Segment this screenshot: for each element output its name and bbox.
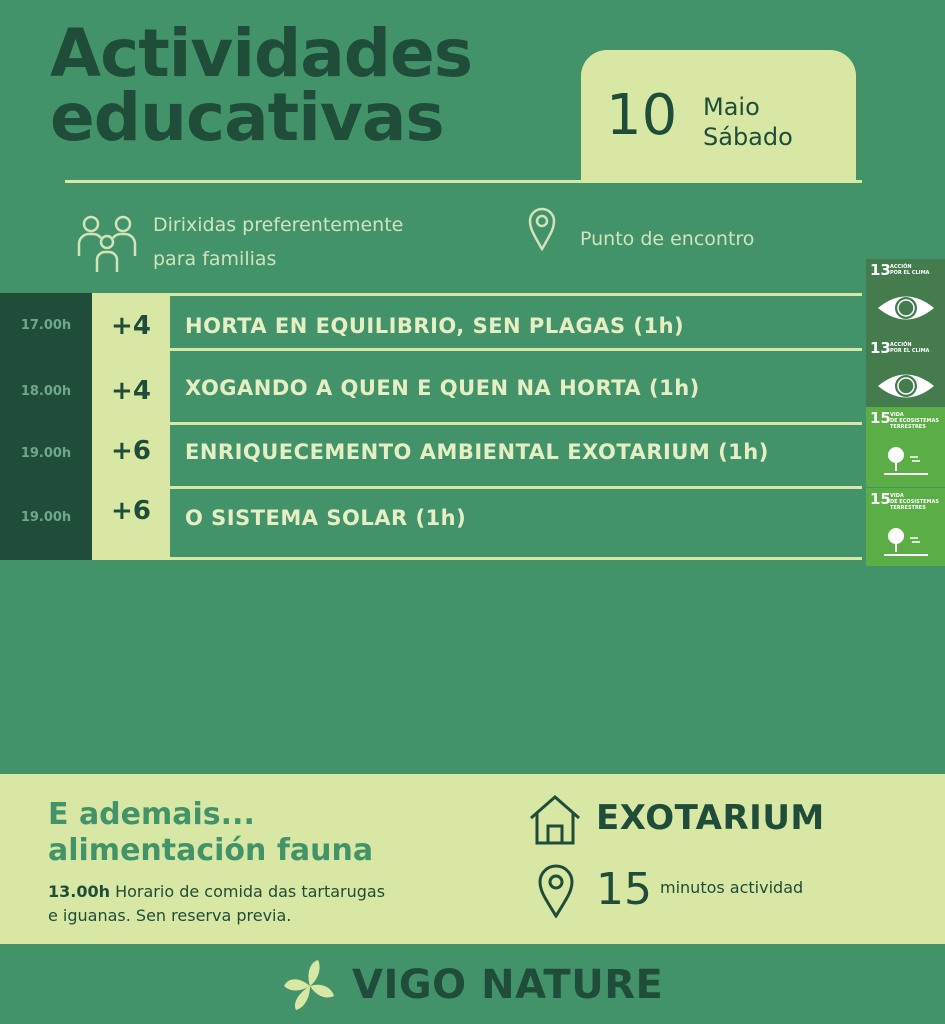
row-divider [170, 486, 862, 489]
row-divider [170, 348, 862, 351]
date-number: 10 [606, 83, 678, 148]
date-weekday: Sábado [703, 123, 793, 151]
house-icon [528, 794, 582, 850]
brand-name: VIGO NATURE [352, 962, 664, 1008]
sdg-15-life-on-land-badge: 15 VIDA DE ECOSISTEMAS TERRESTRES [866, 407, 945, 487]
activity-time: 18.00h [20, 384, 72, 399]
date-month: Maio [703, 93, 760, 121]
activity-time: 17.00h [20, 318, 72, 333]
place-name: EXOTARIUM [596, 798, 825, 838]
title-line-2: educativas [50, 79, 444, 156]
activity-time: 19.00h [20, 510, 72, 525]
minutes-number: 15 [596, 864, 652, 915]
meeting-point-text: Punto de encontro [580, 228, 755, 250]
people-icon [75, 212, 139, 278]
map-pin-icon [528, 207, 556, 255]
activity-age: +6 [111, 436, 151, 466]
row-divider [170, 422, 862, 425]
activity-title: HORTA EN EQUILIBRIO, SEN PLAGAS (1h) [185, 314, 685, 338]
sdg-13-climate-badge: 13 ACCIÓN POR EL CLIMA [866, 259, 945, 337]
eye-globe-icon [876, 291, 936, 325]
activity-time: 19.00h [20, 446, 72, 461]
sdg-15-life-on-land-badge: 15 VIDA DE ECOSISTEMAS TERRESTRES [866, 488, 945, 566]
activity-title: ENRIQUECEMENTO AMBIENTAL EXOTARIUM (1h) [185, 440, 769, 464]
activity-age: +4 [111, 376, 151, 406]
header-divider [65, 180, 862, 183]
activity-age: +4 [111, 311, 151, 341]
minutes-label: minutos actividad [660, 878, 804, 897]
audience-text-line2: para familias [153, 248, 277, 270]
eye-globe-icon [876, 369, 936, 403]
extra-description: 13.00h Horario de comida das tartarugas e iguanas. Sen reserva previa. [48, 882, 386, 925]
extra-time: 13.00h [48, 882, 110, 901]
title-line-1: Actividades [50, 15, 473, 92]
activity-age: +6 [111, 496, 151, 526]
extra-title: E ademais... alimentación fauna [48, 797, 374, 868]
map-pin-icon [537, 864, 575, 922]
activity-title: XOGANDO A QUEN E QUEN NA HORTA (1h) [185, 376, 700, 400]
tree-icon [884, 443, 928, 479]
tree-icon [884, 524, 928, 560]
activity-title: O SISTEMA SOLAR (1h) [185, 506, 467, 530]
vigo-nature-logo-icon [280, 956, 340, 1020]
row-divider [170, 557, 862, 560]
audience-text-line1: Dirixidas preferentemente [153, 214, 404, 236]
page-title [50, 15, 473, 156]
table-top-line [92, 293, 862, 296]
sdg-13-climate-badge: 13 ACCIÓN POR EL CLIMA [866, 337, 945, 415]
